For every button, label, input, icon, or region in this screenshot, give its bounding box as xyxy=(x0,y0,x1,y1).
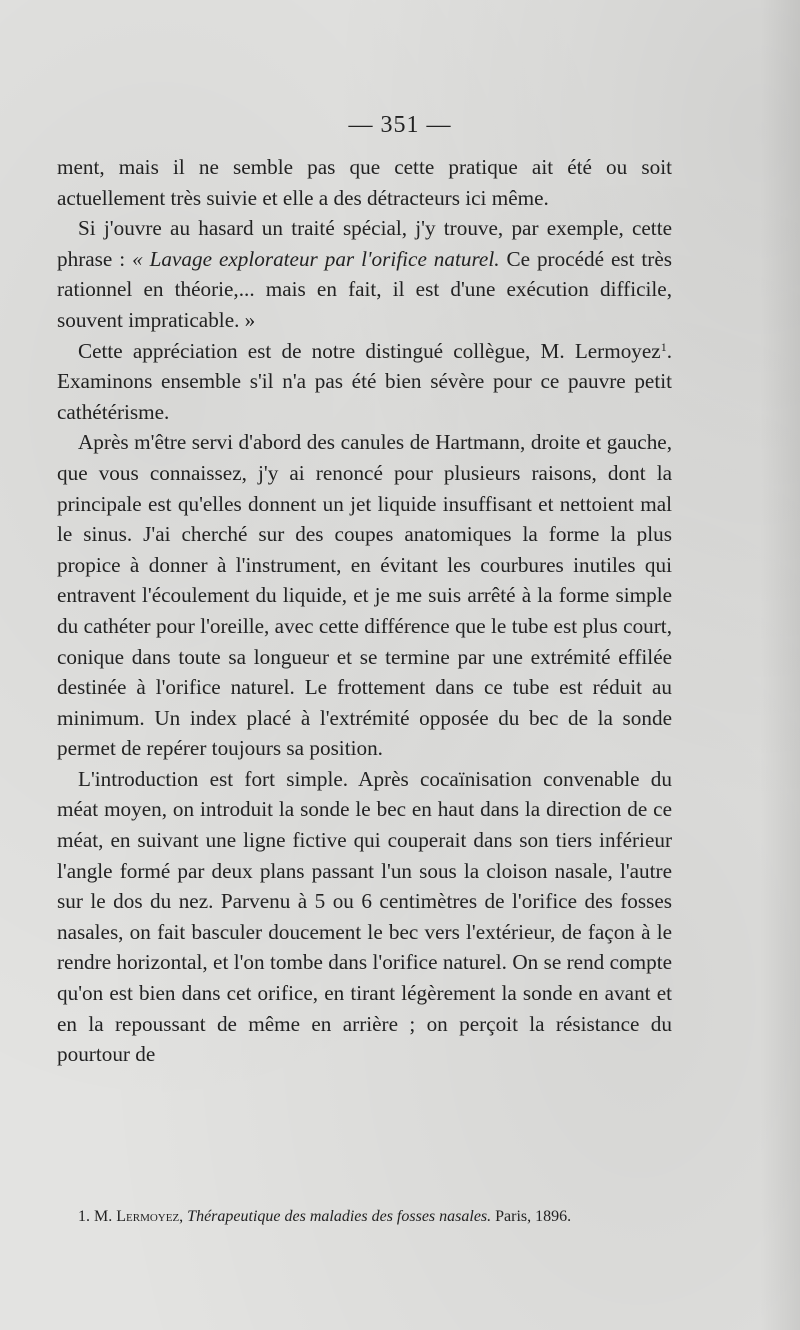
paragraph: Si j'ouvre au hasard un traité spécial, j'y trouve, par exemple, cette phrase : « Lavage explorateur par l'orifice naturel. Ce procédé est très rationnel en théorie,... mais en fait, il est d'une exécution difficile, souvent impraticable. » xyxy=(57,216,673,332)
paragraph: Après m'être servi d'abord des canules de Hartmann, droite et gauche, que vous connaissez, j'y ai renoncé pour plusieurs raisons, dont la principale est qu'elles donnent un jet liquide insuffisant et nettoient mal le sinus. J'ai cherché sur des coupes anatomiques la forme la plus propice à donner à l'instrument, en évitant les courbures inutiles qui entravent l'écoulement du liquide, et je me suis arrêté à la forme simple du cathéter pour l'oreille, avec cette différence que le tube est plus court, conique dans toute sa longueur et se termine par une extrémité effilée destinée à l'orifice naturel. Le frottement dans ce tube est réduit au minimum. Un index placé à l'extrémité opposée du bec de la sonde permet de repérer toujours sa position. xyxy=(57,430,672,761)
paragraph: Cette appréciation est de notre distingué collègue, M. Lermoyez$^1$. Examinons ensemble s'il n'a pas été bien sévère pour ce pauvre petit cathétérisme. xyxy=(57,338,672,424)
paragraph: L'introduction est fort simple. Après cocaïnisation convenable du méat moyen, on introduit la sonde le bec en haut dans la direction de ce méat, en suivant une ligne fictive qui couperait dans son tiers inférieur l'angle formé par deux plans passant l'un sous la cloison nasale, l'autre sur le dos du nez. Parvenu à 5 ou 6 centimètres de l'orifice des fosses nasales, on fait basculer doucement le bec vers l'extérieur, de façon à le rendre horizontal, et l'on tombe dans l'orifice naturel. On se rend compte qu'on est bien dans cet orifice, en tirant légèrement la sonde en avant et en la repoussant de même en arrière ; on perçoit la résistance du pourtour de xyxy=(57,766,672,1067)
footnote-marker: 1 xyxy=(660,339,667,354)
page-edge-shadow xyxy=(760,0,800,1330)
footnote-author: Lermoyez xyxy=(116,1208,180,1225)
footnote-number: 1. xyxy=(78,1208,90,1225)
footnote-author-initial: M. xyxy=(94,1208,113,1225)
paragraph: ment, mais il ne semble pas que cette pratique ait été ou soit actuellement très suivie et elle a des détracteurs ici même. xyxy=(57,155,672,210)
footnote-title: Thérapeutique des maladies des fosses nasales. xyxy=(187,1208,492,1225)
body-text xyxy=(57,152,672,1070)
page-number-header: — 351 — xyxy=(348,112,452,138)
footnote: 1. M. Lermoyez, Thérapeutique des maladies des fosses nasales. Paris, 1896. xyxy=(78,1208,572,1225)
quoted-title: « Lavage explorateur par l'orifice naturel. xyxy=(132,246,500,271)
footnote-place-year: Paris, 1896. xyxy=(495,1208,572,1225)
